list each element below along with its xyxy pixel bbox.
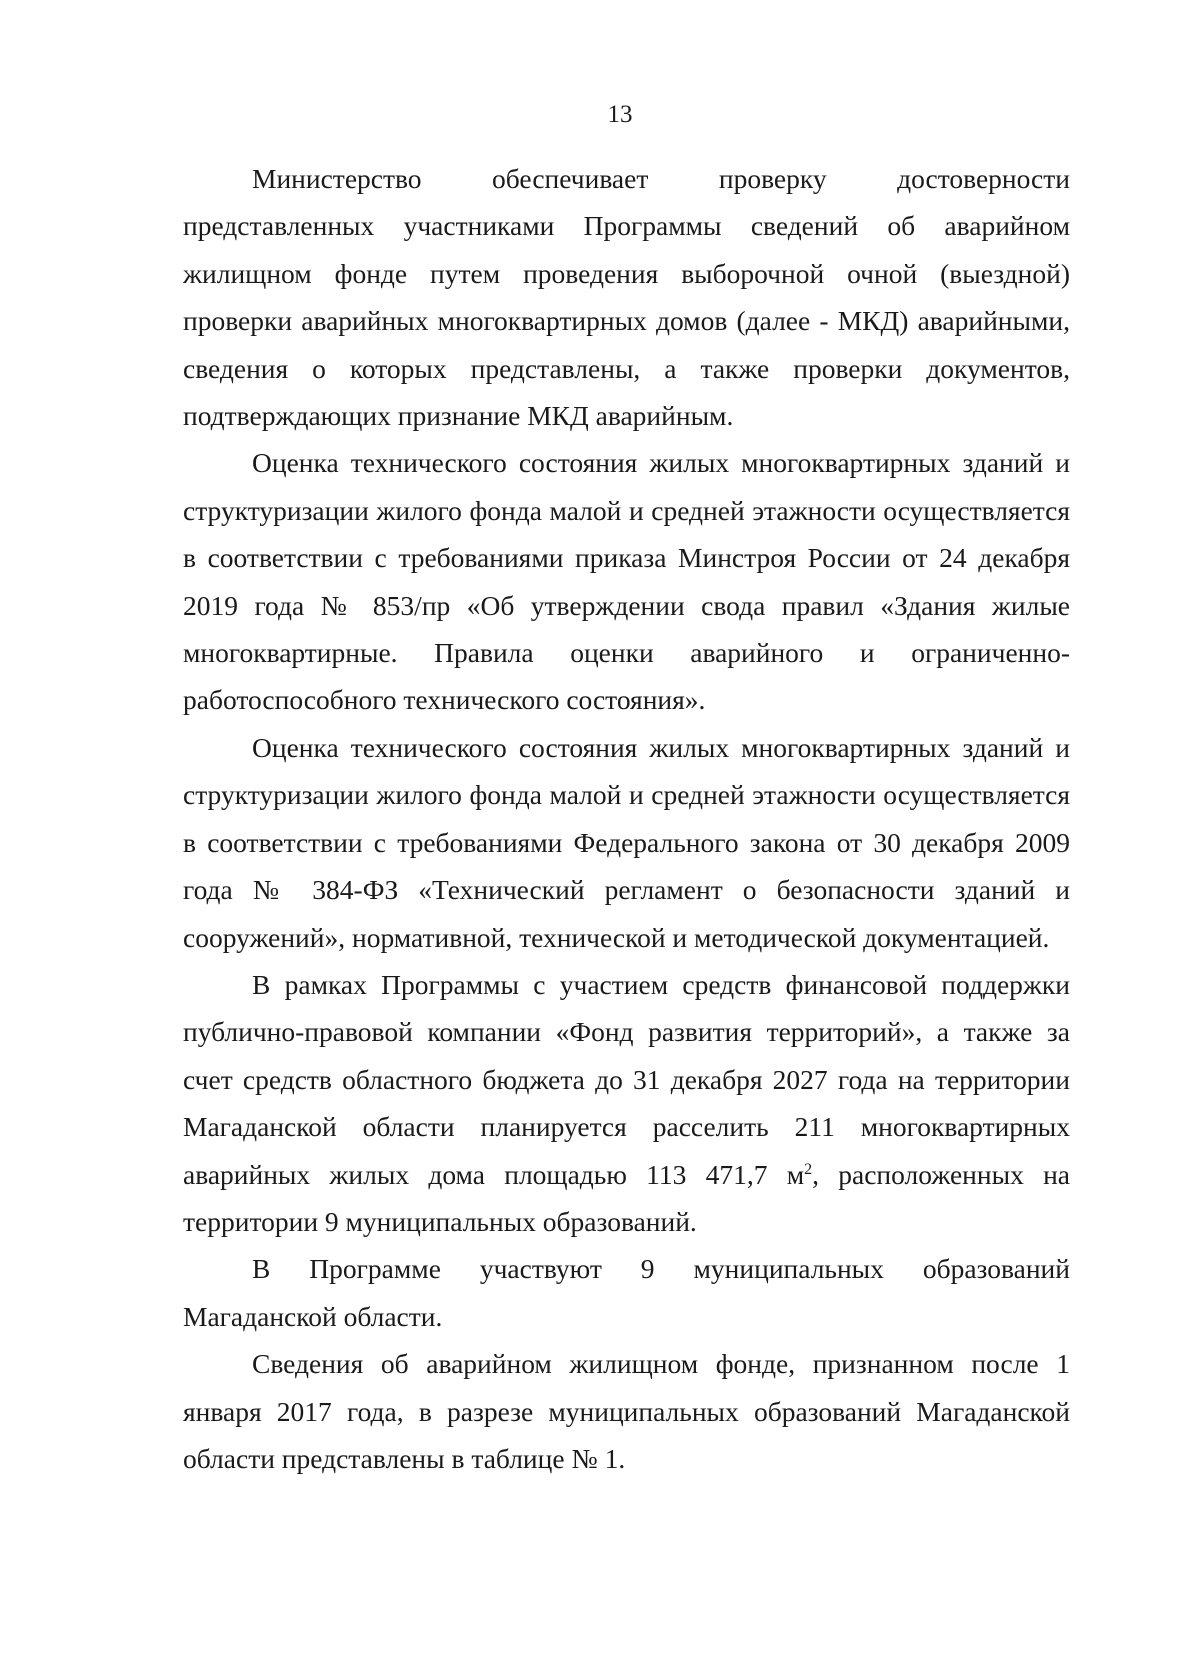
paragraph-verification: Министерство обеспечивает проверку достоверности представленных участниками Программы сведений об аварийном жилищном фонде путем проведения выборочной очной (выездной) проверки аварийных многоквартирных домов (далее - МКД) аварийными, сведения о которых представлены, а также проверки документов, подтверждающих признание МКД аварийным. <box>183 163 1070 432</box>
document-body <box>183 155 1070 1482</box>
square-superscript: 2 <box>804 1160 813 1178</box>
paragraph-assessment-law: Оценка технического состояния жилых многоквартирных зданий и структуризации жилого фонда малой и средней этажности осуществляется в соответствии с требованиями Федерального закона от 30 декабря 2009 года № 384-ФЗ «Технический регламент о безопасности зданий и сооружений», нормативной, технической и методической документацией. <box>183 731 1070 953</box>
paragraph-participants: В Программе участвуют 9 муниципальных образований Магаданской области. <box>183 1253 1070 1332</box>
paragraph-table-reference: Сведения об аварийном жилищном фонде, признанном после 1 января 2017 года, в разрезе муниципальных образований Магаданской области представлены в таблице № 1. <box>183 1348 1070 1474</box>
paragraph-assessment-order: Оценка технического состояния жилых многоквартирных зданий и структуризации жилого фонда малой и средней этажности осуществляется в соответствии с требованиями приказа Минстроя России от 24 декабря 2019 года № 853/пр «Об утверждении свода правил «Здания жилые многоквартирные. Правила оценки аварийного и ограниченно-работоспособного технического состояния». <box>183 447 1070 716</box>
resettlement-text: В рамках Программы с участием средств финансовой поддержки публично-правовой компании «Фонд развития территорий», а также за счет средств областного бюджета до 31 декабря 2027 года на территории Магаданской области планируется расселить 211 многоквартирных аварийных жилых дома площадью 113 471,7 м <box>183 968 1070 1190</box>
page-number: 13 <box>607 101 633 128</box>
paragraph-resettlement <box>183 961 1070 1245</box>
resettlement-text-end: , расположенных на территории 9 муниципальных образований. <box>183 1158 1070 1237</box>
